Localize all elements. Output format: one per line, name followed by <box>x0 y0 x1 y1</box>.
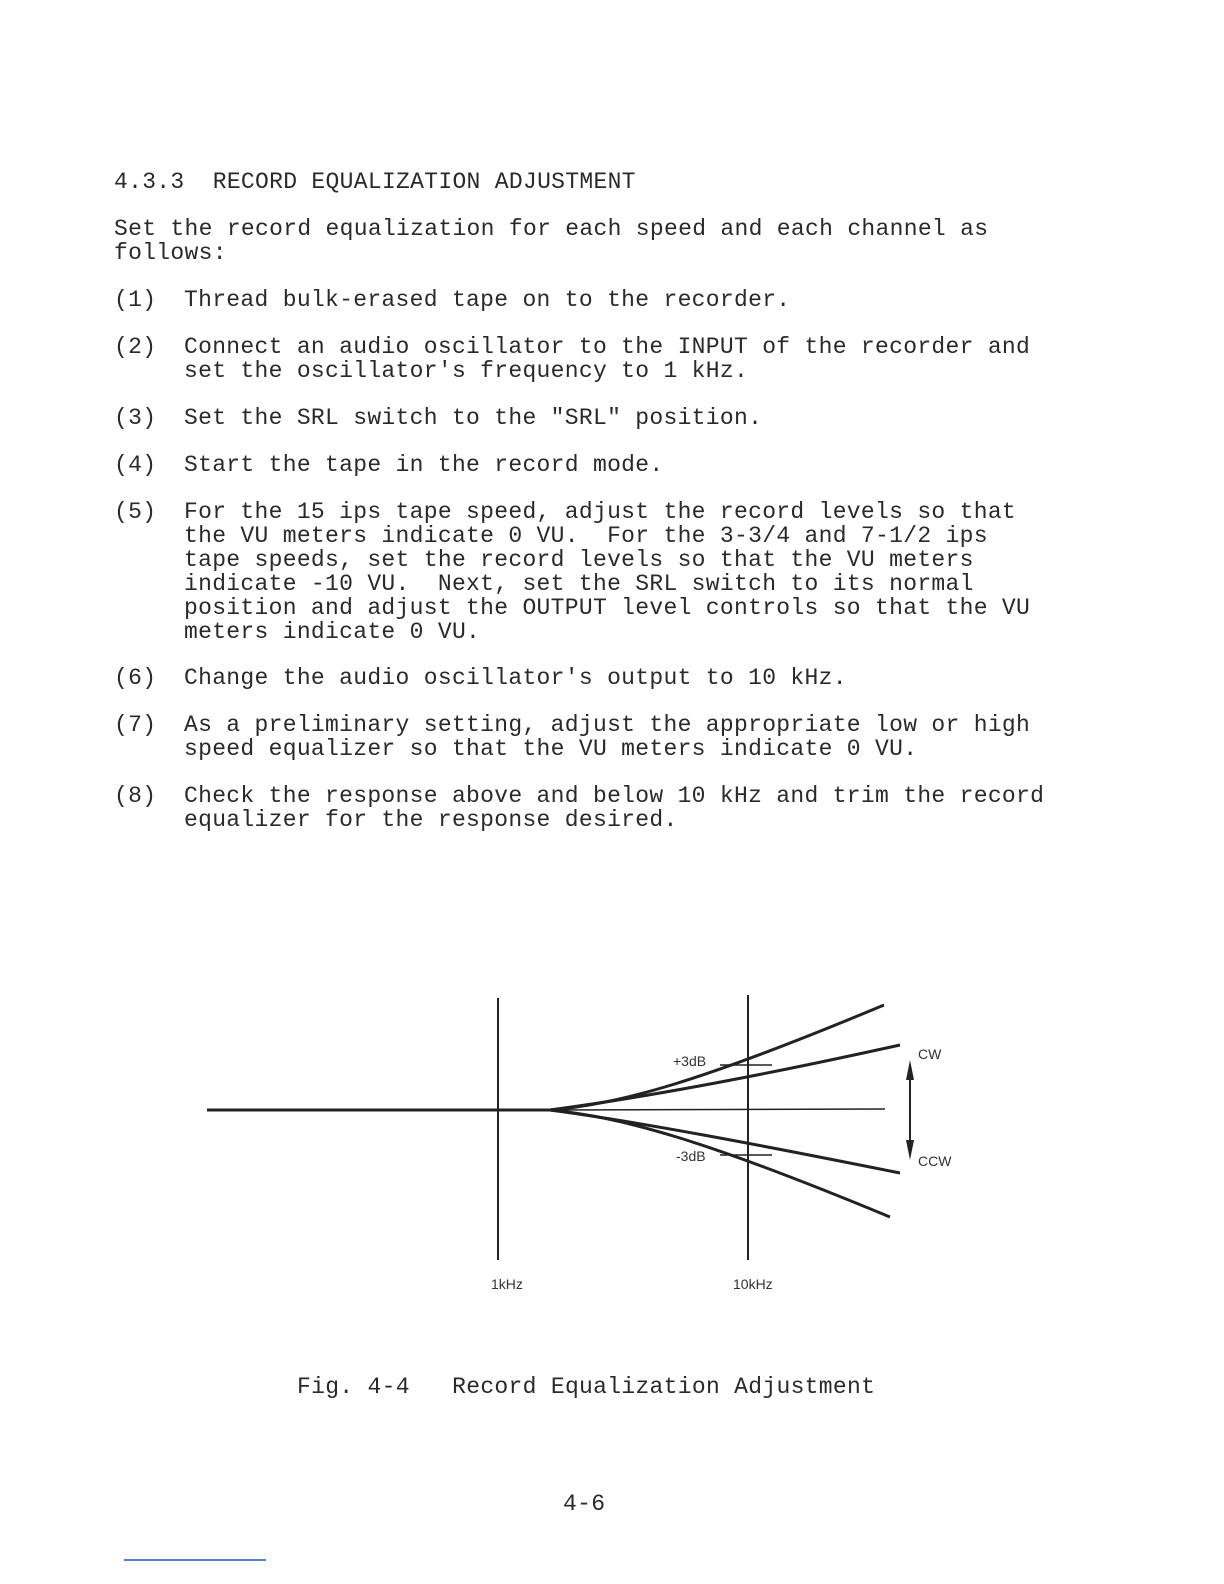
page-number: 4-6 <box>563 1491 606 1517</box>
step-text: indicate -10 VU. Next, set the SRL switch to its normal <box>184 571 974 597</box>
step-number: (1) <box>114 287 157 313</box>
step-text: the VU meters indicate 0 VU. For the 3-3/4 and 7-1/2 ips <box>184 523 988 549</box>
step-text: Change the audio oscillator's output to 10 kHz. <box>184 665 847 691</box>
arrow-up-icon <box>906 1060 914 1080</box>
step-text: Set the SRL switch to the "SRL" position. <box>184 405 763 431</box>
step-text: equalizer for the response desired. <box>184 807 678 833</box>
intro-line-1: Set the record equalization for each speed and each channel as <box>114 216 989 242</box>
step-text: speed equalizer so that the VU meters indicate 0 VU. <box>184 736 918 762</box>
step-text: Start the tape in the record mode. <box>184 452 664 478</box>
step-number: (8) <box>114 783 157 809</box>
curve-upper-max <box>550 1005 884 1110</box>
step-text: Thread bulk-erased tape on to the recorder. <box>184 287 791 313</box>
step-text: position and adjust the OUTPUT level controls so that the VU <box>184 595 1031 621</box>
step-number: (6) <box>114 665 157 691</box>
cw-label: CW <box>918 1046 942 1062</box>
step-number: (7) <box>114 712 157 738</box>
step-text: Check the response above and below 10 kHz and trim the record <box>184 783 1045 809</box>
step-text: Connect an audio oscillator to the INPUT of the recorder and <box>184 334 1031 360</box>
arrow-down-icon <box>906 1140 914 1160</box>
step-text: For the 15 ips tape speed, adjust the record levels so that <box>184 499 1017 525</box>
step-number: (5) <box>114 499 157 525</box>
step-number: (4) <box>114 452 157 478</box>
freq-1khz-label: 1kHz <box>491 1276 523 1292</box>
intro-line-2: follows: <box>114 240 227 266</box>
curve-lower-max <box>550 1110 890 1217</box>
step-text: tape speeds, set the record levels so that the VU meters <box>184 547 974 573</box>
ccw-label: CCW <box>918 1153 952 1169</box>
step-text: set the oscillator's frequency to 1 kHz. <box>184 358 749 384</box>
freq-10khz-label: 10kHz <box>733 1276 773 1292</box>
footer-rule <box>124 1559 266 1561</box>
minus3db-label: -3dB <box>676 1148 706 1164</box>
baseline-reference <box>555 1109 885 1110</box>
step-number: (2) <box>114 334 157 360</box>
equalization-diagram <box>0 990 1224 1310</box>
figure-caption: Fig. 4-4 Record Equalization Adjustment <box>297 1374 876 1400</box>
step-number: (3) <box>114 405 157 431</box>
plus3db-label: +3dB <box>673 1053 707 1069</box>
step-text: meters indicate 0 VU. <box>184 619 481 645</box>
curve-upper <box>550 1045 900 1110</box>
step-text: As a preliminary setting, adjust the appropriate low or high <box>184 712 1031 738</box>
section-heading: 4.3.3 RECORD EQUALIZATION ADJUSTMENT <box>114 169 636 195</box>
